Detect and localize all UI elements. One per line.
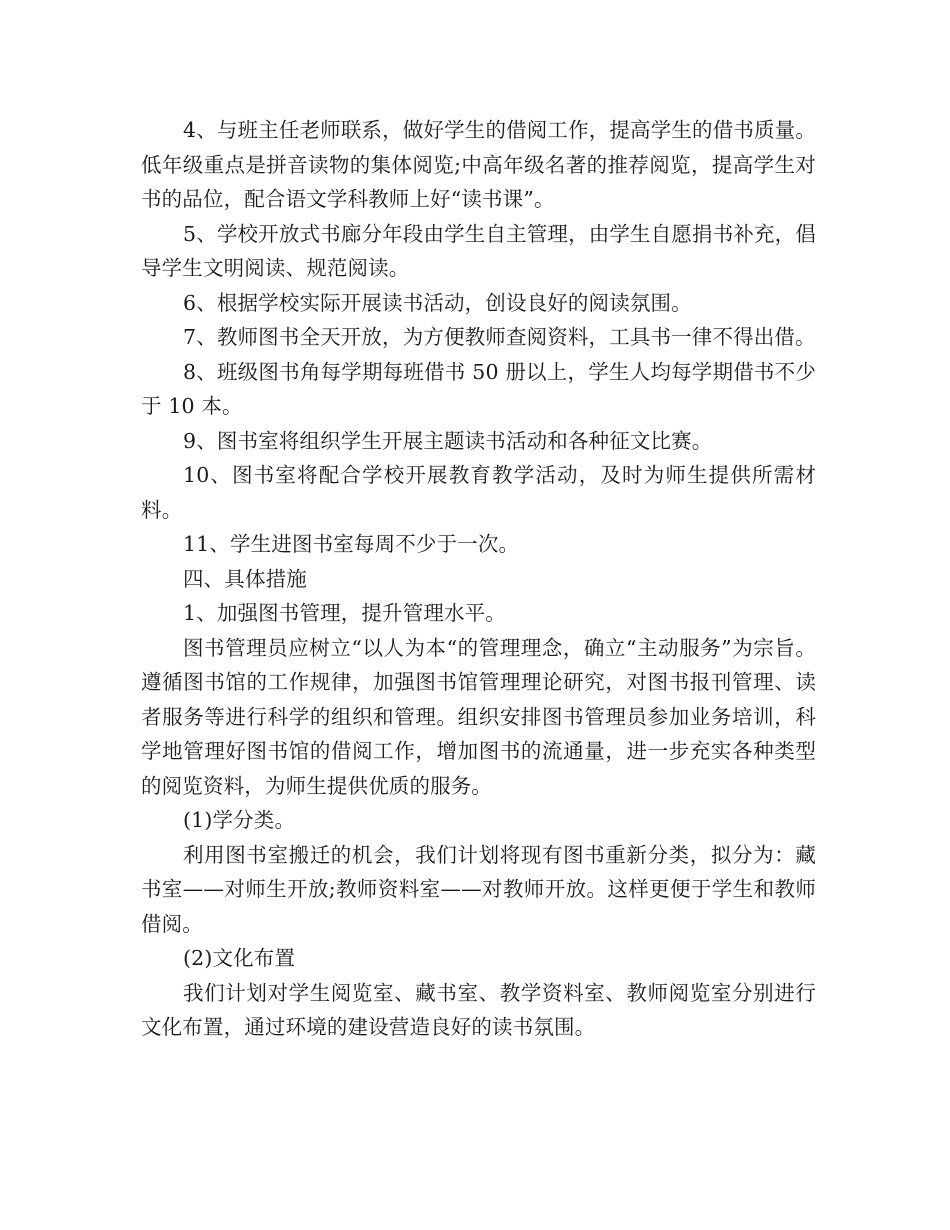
paragraph-item-8: 8、班级图书角每学期每班借书 50 册以上，学生人均每学期借书不少于 10 本。 xyxy=(141,359,816,418)
paragraph-item-9: 9、图书室将组织学生开展主题读书活动和各种征文比赛。 xyxy=(183,428,713,453)
management-paragraph: 图书管理员应树立“以人为本“的管理理念，确立“主动服务”为宗旨。遵循图书馆的工作规律，加强图书馆管理理论研究，对图书报刊管理、读者服务等进行科学的组织和管理。组织安排图书管理员参加业务培训，科学地管理好图书馆的借阅工作，增加图书的流通量，进一步充实各种类型的阅览资料，为师生提供优质的服务。 xyxy=(141,635,816,798)
paragraph-item-11: 11、学生进图书室每周不少于一次。 xyxy=(183,532,520,556)
paragraph-item-4: 4、与班主任老师联系，做好学生的借阅工作，提高学生的借书质量。低年级重点是拼音读物的集体阅览;中高年级名著的推荐阅览，提高学生对书的品位，配合语文学科教师上好“读书课”。 xyxy=(141,118,816,211)
paragraph-item-6: 6、根据学校实际开展读书活动，创设良好的阅读氛围。 xyxy=(183,290,692,315)
document-body xyxy=(141,113,816,1045)
section-heading-measures: 四、具体措施 xyxy=(183,566,307,591)
paragraph-item-7: 7、教师图书全天开放，为方便教师查阅资料，工具书一律不得出借。 xyxy=(183,325,816,349)
subsection-heading-management: 1、加强图书管理，提升管理水平。 xyxy=(183,601,506,625)
paragraph-item-5: 5、学校开放式书廊分年段由学生自主管理，由学生自愿捐书补充，倡导学生文明阅读、规范阅读。 xyxy=(141,221,816,280)
culture-layout-paragraph: 我们计划对学生阅览室、藏书室、教学资料室、教师阅览室分别进行文化布置，通过环境的建设营造良好的读书氛围。 xyxy=(141,980,816,1039)
subheading-culture-layout: (2)文化布置 xyxy=(183,946,296,970)
paragraph-item-10: 10、图书室将配合学校开展教育教学活动，及时为师生提供所需材料。 xyxy=(141,463,816,522)
classification-paragraph: 利用图书室搬迁的机会，我们计划将现有图书重新分类，拟分为：藏书室——对师生开放;教师资料室——对教师开放。这样更便于学生和教师借阅。 xyxy=(141,842,816,936)
subheading-classification: (1)学分类。 xyxy=(183,808,296,832)
